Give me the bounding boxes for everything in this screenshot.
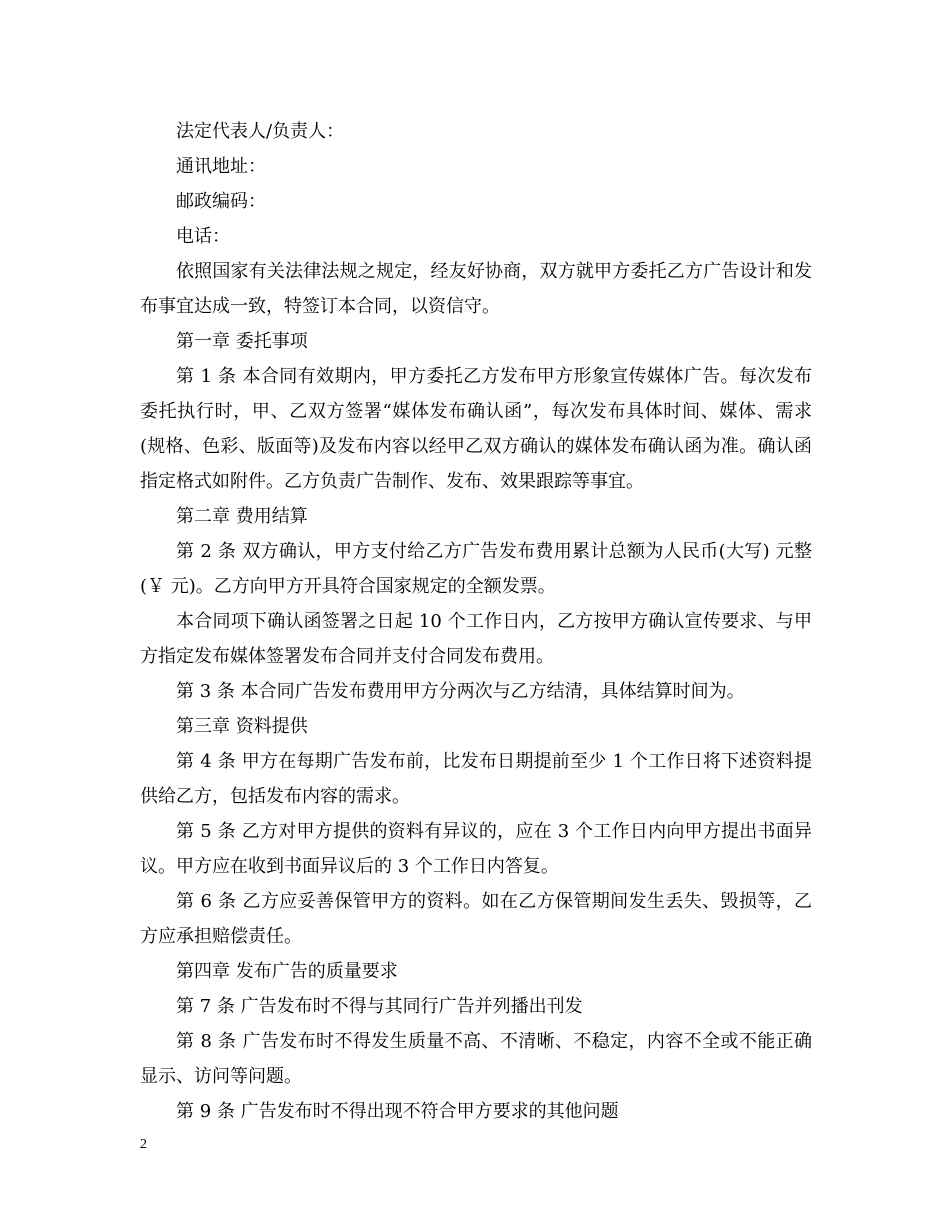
phone-line: 电话： xyxy=(176,226,230,247)
article-6: 第 6 条 乙方应妥善保管甲方的资料。如在乙方保管期间发生丢失、毁损等，乙方应承担赔偿责任。 xyxy=(140,891,812,947)
chapter-2-heading: 第二章 费用结算 xyxy=(176,506,308,527)
article-3: 第 3 条 本合同广告发布费用甲方分两次与乙方结清，具体结算时间为。 xyxy=(176,681,745,702)
postal-code-line: 邮政编码： xyxy=(176,191,266,212)
page-number: 2 xyxy=(140,1137,147,1152)
preamble-paragraph: 依照国家有关法律法规之规定，经友好协商，双方就甲方委托乙方广告设计和发布事宜达成一致，特签订本合同，以资信守。 xyxy=(140,261,812,317)
chapter-4-heading: 第四章 发布广告的质量要求 xyxy=(176,961,398,982)
article-8: 第 8 条 广告发布时不得发生质量不高、不清晰、不稳定，内容不全或不能正确显示、访问等问题。 xyxy=(140,1031,812,1087)
chapter-3-heading: 第三章 资料提供 xyxy=(176,716,308,737)
article-2-payment-paragraph: 本合同项下确认函签署之日起 10 个工作日内，乙方按甲方确认宣传要求、与甲方指定发布媒体签署发布合同并支付合同发布费用。 xyxy=(140,611,812,667)
article-2: 第 2 条 双方确认，甲方支付给乙方广告发布费用累计总额为人民币(大写) 元整(￥ 元)。乙方向甲方开具符合国家规定的全额发票。 xyxy=(140,541,812,597)
legal-representative-line: 法定代表人/负责人： xyxy=(176,121,345,142)
article-5: 第 5 条 乙方对甲方提供的资料有异议的，应在 3 个工作日内向甲方提出书面异议。甲方应在收到书面异议后的 3 个工作日内答复。 xyxy=(140,821,812,877)
article-4: 第 4 条 甲方在每期广告发布前，比发布日期提前至少 1 个工作日将下述资料提供给乙方，包括发布内容的需求。 xyxy=(140,751,812,807)
article-9: 第 9 条 广告发布时不得出现不符合甲方要求的其他问题 xyxy=(176,1101,619,1122)
chapter-1-heading: 第一章 委托事项 xyxy=(176,331,308,352)
article-7: 第 7 条 广告发布时不得与其同行广告并列播出刊发 xyxy=(176,996,583,1017)
article-1: 第 1 条 本合同有效期内，甲方委托乙方发布甲方形象宣传媒体广告。每次发布委托执行时，甲、乙双方签署“媒体发布确认函”，每次发布具体时间、媒体、需求(规格、色彩、版面等)及发布内容以经甲乙双方确认的媒体发布确认函为准。确认函指定格式如附件。乙方负责广告制作、发布、效果跟踪等事宜。 xyxy=(140,366,812,492)
mailing-address-line: 通讯地址： xyxy=(176,156,266,177)
document-body xyxy=(140,114,812,1129)
